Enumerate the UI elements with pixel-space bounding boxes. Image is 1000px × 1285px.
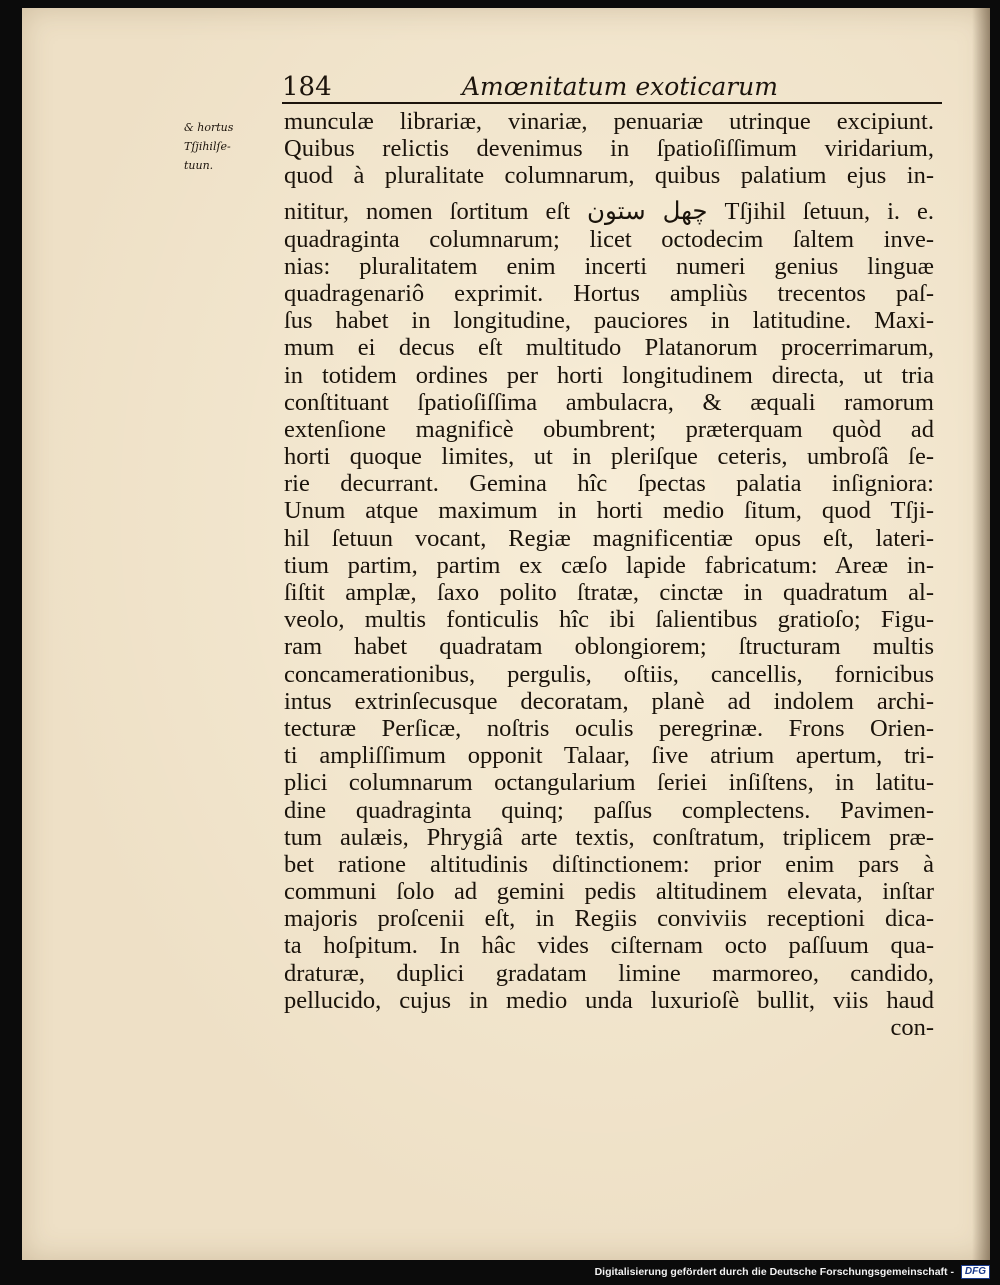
text-line: quod à pluralitate columnarum, quibus palatium ejus in- xyxy=(284,162,934,190)
text-line: quadragenariô exprimit. Hortus ampliùs trecentos paſ- xyxy=(284,279,934,307)
text-line: majoris proſcenii eſt, in Regiis conviviis receptioni dica- xyxy=(284,905,934,933)
text-line: conſtituant ſpatioſiſſima ambulacra, & æquali ramorum xyxy=(284,388,934,416)
text-line: quadraginta columnarum; licet octodecim ſaltem inve- xyxy=(284,225,934,253)
text-line: pellucido, cujus in medio unda luxurioſè bullit, viis haud xyxy=(284,986,934,1014)
text-line: ram habet quadratam oblongiorem; ſtructuram multis xyxy=(284,633,934,661)
text-line: intus extrinſecusque decoratam, planè ad indolem archi- xyxy=(284,687,934,715)
text-line: mum ei decus eſt multitudo Platanorum procerrimarum, xyxy=(284,334,934,362)
text-line: ſiſtit amplæ, ſaxo polito ſtratæ, cinctæ in quadratum al- xyxy=(284,579,934,606)
text-line: bet ratione altitudinis diſtinctionem: prior enim pars à xyxy=(284,850,934,878)
running-title: Amœnitatum exoticarum xyxy=(462,72,778,101)
text-line: dine quadraginta quinq; paſſus complectens. Pavimen- xyxy=(284,796,934,824)
marginal-line: & hortus xyxy=(184,121,234,134)
text-line: munculæ librariæ, vinariæ, penuariæ utrinque excipiunt. xyxy=(284,108,934,135)
marginal-line: Tſjihilſe- xyxy=(184,140,231,153)
dfg-logo: DFG xyxy=(961,1265,990,1279)
page-number: 184 xyxy=(282,72,332,102)
text-line: tum aulæis, Phrygiâ arte textis, conſtratum, triplicem præ- xyxy=(284,823,934,851)
text-line: ta hoſpitum. In hâc vides ciſternam octo paſſuum qua- xyxy=(284,932,934,960)
text-line: plici columnarum octangularium ſeriei inſiſtens, in latitu- xyxy=(284,769,934,797)
page-header xyxy=(282,72,942,104)
marginal-line: tuun. xyxy=(184,159,214,172)
text-line: communi ſolo ad gemini pedis altitudinem elevata, inſtar xyxy=(284,878,934,906)
marginal-note xyxy=(184,118,284,175)
text-line: rie decurrant. Gemina hîc ſpectas palatia inſigniora: xyxy=(284,470,934,498)
text-line: concamerationibus, pergulis, oſtiis, cancellis, fornicibus xyxy=(284,660,934,688)
text-line: nias: pluralitatem enim incerti numeri genius linguæ xyxy=(284,252,934,280)
text-line: tium partim, partim ex cæſo lapide fabricatum: Areæ in- xyxy=(284,551,934,579)
page-gutter-shadow xyxy=(972,8,990,1260)
text-line: Quibus relictis devenimus in ſpatioſiſſimum viridarium, xyxy=(284,135,934,163)
catchword: con- xyxy=(890,1014,934,1041)
body-text xyxy=(284,108,934,1041)
text-line: veolo, multis fonticulis hîc ibi ſalientibus gratioſo; Figu- xyxy=(284,606,934,634)
text-line: tecturæ Perſicæ, noſtris oculis peregrinæ. Frons Orien- xyxy=(284,714,934,742)
text-line: horti quoque limites, ut in pleriſque ceteris, umbroſâ ſe- xyxy=(284,443,934,471)
text-line: nititur, nomen ſortitum eſt چهل ستون Tſjihil ſetuun, i. e. xyxy=(284,197,934,225)
text-line: ti ampliſſimum opponit Talaar, ſive atrium apertum, tri- xyxy=(284,742,934,770)
text-line: draturæ, duplici gradatam limine marmoreo, candido, xyxy=(284,959,934,987)
text-line: extenſione magnificè obumbrent; præterquam quòd ad xyxy=(284,415,934,443)
text-line: in totidem ordines per horti longitudinem directa, ut tria xyxy=(284,361,934,389)
text-line: ſus habet in longitudine, pauciores in latitudine. Maxi- xyxy=(284,307,934,335)
text-line: hil ſetuun vocant, Regiæ magnificentiæ opus eſt, lateri- xyxy=(284,524,934,552)
digitization-footer xyxy=(595,1265,990,1281)
footer-text: Digitalisierung gefördert durch die Deutsche Forschungsgemeinschaft - xyxy=(594,1265,954,1278)
text-line: Unum atque maximum in horti medio ſitum, quod Tſji- xyxy=(284,497,934,525)
header-rule xyxy=(282,102,942,104)
